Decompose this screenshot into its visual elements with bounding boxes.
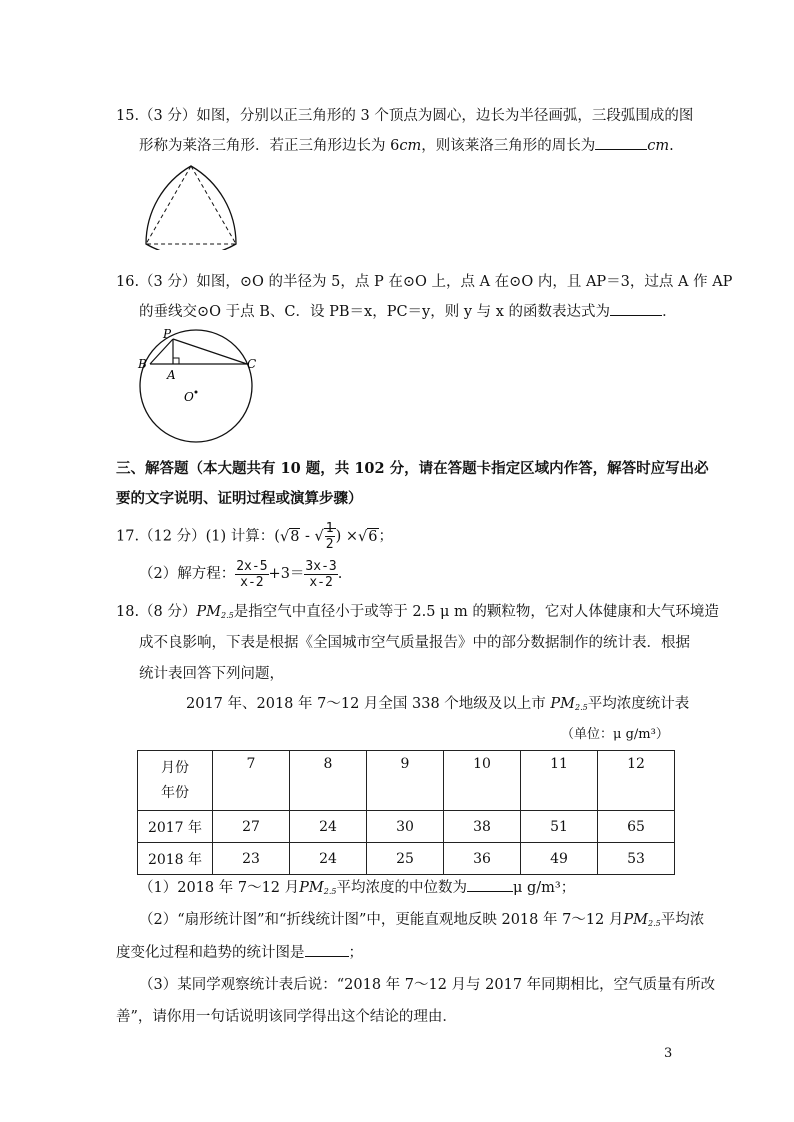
year-cell: 2017 年	[138, 811, 213, 843]
value-cell: 36	[444, 843, 521, 875]
section3-heading-line1: 三、解答题（本大题共有 10 题，共 102 分，请在答题卡指定区域内作答，解答时应写出必	[116, 460, 709, 477]
month-cell: 7	[213, 751, 290, 811]
label-b: B	[138, 357, 147, 371]
q15-period: .	[669, 138, 674, 154]
header-year: 年份	[161, 784, 189, 801]
rhs-fraction	[304, 559, 337, 590]
half-num: 1	[325, 521, 334, 536]
reuleaux-arcs	[146, 166, 236, 250]
q15-line2	[139, 135, 674, 156]
table-title	[186, 694, 689, 718]
q18-sub1-b: 平均浓度的中位数为	[336, 880, 467, 896]
label-p: P	[163, 327, 172, 341]
pm25-term	[196, 604, 233, 620]
reuleaux-triangle-figure	[138, 160, 244, 250]
q18-line1-a: 18.（8 分）	[116, 604, 197, 620]
q18-sub1-blank[interactable]	[467, 877, 513, 892]
value-cell: 38	[444, 811, 521, 843]
pm-text: PM	[196, 604, 222, 620]
inner-triangle-dashed	[146, 166, 236, 244]
page-number: 3	[664, 1046, 673, 1061]
value-cell: 51	[521, 811, 598, 843]
q15-end-unit: cm	[647, 138, 670, 154]
value-cell: 24	[290, 843, 367, 875]
sqrt-6: √6	[358, 528, 378, 545]
table-row	[138, 811, 675, 843]
year-cell: 2018 年	[138, 843, 213, 875]
q18-line1	[116, 602, 719, 626]
q17-part2-end: .	[337, 566, 343, 582]
value-cell: 27	[213, 811, 290, 843]
value-cell: 25	[367, 843, 444, 875]
value-cell: 24	[290, 811, 367, 843]
q15-answer-blank[interactable]	[595, 135, 647, 150]
q18-sub1-pm: $PM_{2.5}$	[299, 880, 337, 896]
month-cell: 11	[521, 751, 598, 811]
sqrt-8-radicand: 8	[290, 528, 300, 545]
q16-line2-a: 的垂线交⊙O 于点 B、C．设 PB＝x，PC＝y，则 y 与 x 的函数表达式为	[139, 304, 611, 320]
month-cell: 10	[444, 751, 521, 811]
q18-sub2-b: 平均浓	[660, 912, 705, 928]
pm-sub: 2.5	[221, 611, 234, 620]
q16-line1: 16.（3 分）如图，⊙O 的半径为 5，点 P 在⊙O 上，点 A 在⊙O 内，且 AP＝3，过点 A 作 AP	[116, 274, 733, 290]
q18-sub2-a: （2）“扇形统计图”和“折线统计图”中，更能直观地反映 2018 年 7～12 月	[139, 912, 624, 928]
value-cell: 53	[598, 843, 675, 875]
q18-sub2-end: ；	[348, 945, 363, 961]
month-cell: 12	[598, 751, 675, 811]
rhs-num: 3x-3	[305, 558, 337, 574]
q18-sub1	[139, 877, 575, 902]
q16-line2	[139, 301, 677, 322]
q15-line2-a: 形称为莱洛三角形．若正三角形边长为 6	[139, 138, 400, 154]
q18-sub1-c: μ g/m³；	[512, 880, 576, 896]
label-a: A	[167, 368, 176, 382]
q18-sub3-line1: （3）某同学观察统计表后说：“2018 年 7～12 月与 2017 年同期相比，空气质量有所改	[139, 977, 716, 993]
q15-unit: cm	[399, 138, 422, 154]
month-cell: 8	[290, 751, 367, 811]
center-dot	[195, 391, 198, 394]
q18-sub2-line2	[116, 942, 363, 963]
table-header-row	[138, 751, 675, 811]
sqrt-6-radicand: 6	[368, 528, 378, 545]
q18-line1-b: 是指空气中直径小于或等于 2.5 μ m 的颗粒物，它对人体健康和大气环境造	[233, 604, 719, 620]
table-title-pm: $PM_{2.5}$	[545, 696, 588, 712]
q17-part2	[139, 558, 342, 590]
q17-minus: -	[300, 528, 315, 545]
q16-answer-blank[interactable]	[610, 301, 662, 316]
q17-part2-prefix: （2）解方程：	[139, 566, 236, 582]
q17-part1-end: ；	[378, 528, 394, 545]
table-title-b: 平均浓度统计表	[587, 696, 690, 712]
half-den: 2	[325, 537, 334, 552]
lhs-den: x-2	[240, 574, 264, 590]
q18-sub2-line2-text: 度变化过程和趋势的统计图是	[116, 945, 305, 961]
table-title-a: 2017 年、2018 年 7～12 月全国 338 个地级及以上市	[186, 696, 546, 712]
pm25-table	[137, 750, 675, 875]
sqrt-half: √ $\frac{1}{2}$	[314, 521, 334, 552]
sqrt-8: √8	[279, 528, 300, 545]
q17-part1	[116, 521, 393, 552]
q18-sub3-line2: 善”，请你用一句话说明该同学得出这个结论的理由．	[116, 1009, 457, 1025]
right-angle-mark	[173, 358, 179, 364]
q15-line1: 15.（3 分）如图，分别以正三角形的 3 个顶点为圆心，边长为半径画弧，三段弧围成的图	[116, 108, 694, 124]
q15-line2-b: ，则该莱洛三角形的周长为	[421, 138, 596, 154]
q18-line3: 统计表回答下列问题，	[139, 666, 284, 682]
table-row	[138, 843, 675, 875]
section3-heading-line2: 要的文字说明、证明过程或演算步骤）	[116, 490, 363, 507]
value-cell: 65	[598, 811, 675, 843]
lhs-fraction	[235, 559, 268, 590]
header-cell	[138, 751, 213, 811]
segment-pb	[150, 339, 173, 364]
month-cell: 9	[367, 751, 444, 811]
q17-part1-prefix: 17.（12 分）(1) 计算：(	[116, 528, 280, 545]
label-o: O	[184, 390, 194, 404]
q17-plus3: +3＝	[268, 566, 305, 582]
header-month: 月份	[161, 759, 189, 776]
value-cell: 49	[521, 843, 598, 875]
q17-times: ) ×	[335, 528, 359, 545]
q18-sub2-pm: $PM_{2.5}$	[623, 912, 661, 928]
q16-end: ．	[662, 304, 677, 320]
value-cell: 23	[213, 843, 290, 875]
label-c: C	[247, 357, 257, 371]
lhs-num: 2x-5	[236, 558, 268, 574]
table-unit: （单位：μ g/m³）	[561, 727, 669, 742]
q18-line2: 成不良影响，下表是根据《全国城市空气质量报告》中的部分数据制作的统计表．根据	[139, 635, 690, 651]
value-cell: 30	[367, 811, 444, 843]
q18-sub1-a: （1）2018 年 7～12 月	[139, 880, 300, 896]
circle-figure	[134, 326, 266, 444]
q18-sub2-line1	[139, 910, 704, 934]
segment-pc	[173, 339, 247, 364]
q18-sub2-blank[interactable]	[305, 942, 349, 957]
rhs-den: x-2	[309, 574, 333, 590]
